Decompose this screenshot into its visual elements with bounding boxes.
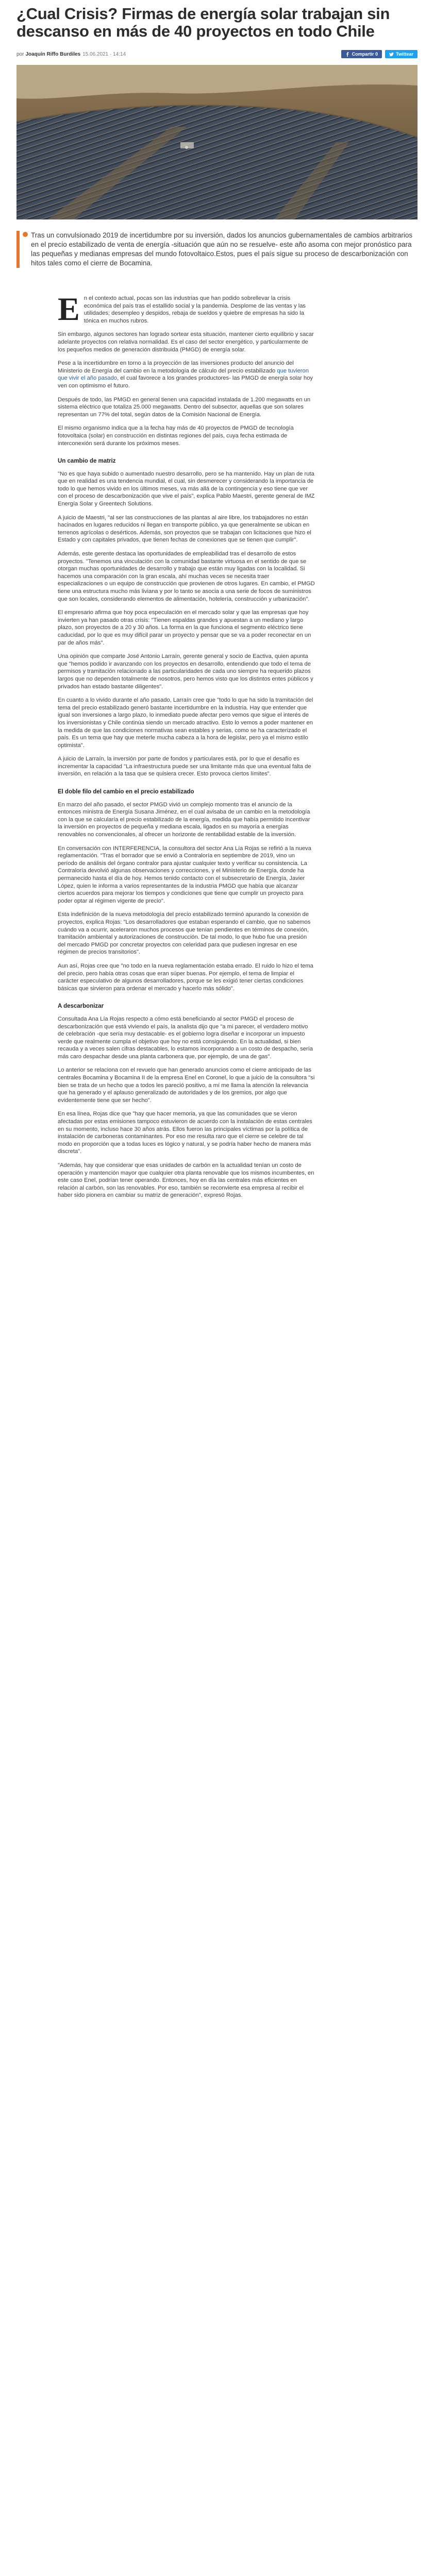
paragraph-16: Aun así, Rojas cree que "no todo en la nueva reglamentación estaba errado. El ruido lo hizo el tema del precio, pero había otras cosas que eran súper buenas. Por ejemplo, el tema de limpiar el carácter especulativo de algunos desarrolladores, porque se les exigió tener ciertas condiciones básicas que sirvieron para ordenar el mercado y hacerlo más sólido". — [58, 962, 313, 992]
facebook-share-label: Compartir 0 — [352, 52, 378, 57]
solar-farm-photo — [16, 65, 418, 219]
paragraph-18: Lo anterior se relaciona con el revuelo que han generado anuncios como el cierre anticipado de las centrales Bocamina y Bocamina II de la empresa Enel en Coronel, lo que a juicio de la consultora "si bien se trata de un hecho que a todos les pareció positivo, a mí me llama la atención la relevancia que ha generado y el aplauso generalizado de autoridades y de los gremios, por algo que evidentemente tiene que ser hecho". — [58, 1067, 315, 1104]
drop-cap: E — [58, 291, 80, 327]
twitter-share-button[interactable] — [385, 50, 418, 58]
paragraph-1: En el contexto actual, pocas son las industrias que han podido sobrellevar la crisis económica del país tras el estallido social y la pandemia. Desplome de las ventas y las utilidades; desempleo y despidos, rebaja de sueldos y quiebre de empresas ha sido la tónica en muchos rubros. — [58, 291, 306, 327]
lede-text: Tras un convulsionado 2019 de incertidumbre por su inversión, dados los anuncios gubernamentales de cambios arbitrarios en el precio estabilizado de venta de energía -situación que aún no se resuelve- este año asoma con mejor pronóstico para las pequeñas y medianas empresas del mundo fotovoltaico.Estos, pues el país sigue su proceso de descarbonización con hitos tales como el cierre de Bocamina. — [31, 231, 413, 267]
twitter-share-label: Twittear — [396, 52, 413, 57]
article-body — [58, 291, 315, 1199]
paragraph-9: El empresario afirma que hoy poca especulación en el mercado solar y que las empresas que hoy invierten ya han pasado otras crisis: "Tienen espaldas grandes y apuestan a un mediano y largo plazo, son proyectos de a 20 y 30 años. La forma en la que funciona el segmento eléctrico tiene caducidad, por lo que es muy difícil parar un proyecto y pensar que se va a poder reconectar en un par de años más". — [58, 609, 311, 646]
paragraph-4: Después de todo, las PMGD en general tienen una capacidad instalada de 1.200 megawatts en un sistema eléctrico que totaliza 25.000 megawatts. Dentro del subsector, aquellas que son solares representan un 77% del total, según datos de la Comisión Nacional de Energía. — [58, 396, 311, 418]
paragraph-20: "Además, hay que considerar que esas unidades de carbón en la actualidad tenían un costo de operación y mantención mayor que cualquier otra planta renovable que los mismos incumbentes, en este caso Enel, podrían tener operando. Entonces, hoy en día las centrales más eficientes en relación al carbón, son las renovables. Por eso, también se reconvierte esa empresa al recibir el haber sido pionera en cambiar su matriz de generación", expresó Rojas. — [58, 1162, 314, 1199]
author-link[interactable]: Joaquín Riffo Burdiles — [25, 51, 81, 57]
article-lede — [16, 231, 418, 268]
paragraph-3: Pese a la incertidumbre en torno a la proyección de las inversiones producto del anuncio del Ministerio de Energía del cambio en la metodología de cálculo del precio estabilizado que tuvieron que vivir el año pasado, el cual favorece a los grandes productores- las PMGD de energía solar hoy ven con optimismo el futuro. — [58, 360, 313, 389]
byline — [16, 48, 418, 60]
paragraph-13: En marzo del año pasado, el sector PMGD vivió un complejo momento tras el anuncio de la entonces ministra de Energía Susana Jiménez, en el cual avisaba de un cambio en la metodología con la que se calcularía el precio estabilizado de la energía, medida que había permitido incentivar la inversión en proyectos de pequeña y mediana escala, ligados en su mayoría a energías renovables no convencionales, al ofrecer un horizonte de rentabilidad estable de la inversión. — [58, 801, 310, 838]
paragraph-6: "No es que haya subido o aumentado nuestro desarrollo, pero se ha mantenido. Hay un plan de ruta que en realidad es una tendencia mundial, el cual, sin desmerecer y considerando la importancia de todo lo que hemos vivido en los últimos meses, va más allá de la contingencia y eso tiene que ver con el proceso de descarbonización que vive el país", explica Pablo Maestri, gerente general de IMZ Energía Solar y Greentech Solutions. — [58, 470, 315, 507]
paragraph-17: Consultada Ana Lía Rojas respecto a cómo está beneficiando al sector PMGD el proceso de descarbonización que está viviendo el país, la analista dijo que "a mi parecer, el verdadero motivo de celebración -que sería muy destacable- es el gobierno logra diseñar e incorporar un impuesto verde que realmente cumpla el objetivo que hoy no está consiguiendo. En la actualidad, si bien recauda y a veces salen cifras destacables, lo estamos incorporando a un costo de despacho, sería más caro despachar desde una planta carbonera que, por ejemplo, de una de gas". — [58, 1015, 313, 1060]
paragraph-10: Una opinión que comparte José Antonio Larraín, gerente general y socio de Eactiva, quien apunta que "hemos podido ir avanzando con los proyectos en desarrollo, entendiendo que todo el tema de permisos y tramitación relacionado a las particularidades de cada uno siempre ha requerido plazos largos que no dependen totalmente de nosotros, pero hemos visto que los distintos entes públicos y privados han estado bastante diligentes". — [58, 653, 313, 690]
article-headline: ¿Cual Crisis? Firmas de energía solar trabajan sin descanso en más de 40 proyectos en todo Chile — [16, 5, 390, 40]
paragraph-15: Esta indefinición de la nueva metodología del precio estabilizado terminó apurando la conexión de proyectos, explica Rojas: "Los desarrolladores que estaban esperando el cambio, que no sabemos cuándo va a ocurrir, aceleraron muchos procesos que tenían pendientes en términos de conexión, tramitación ambiental y autorizaciones de construcción. De tal modo, lo que hubo fue una presión del mercado PMGD por concretar proyectos con celeridad para que pudiesen ingresar en ese régimen de precios transitorios". — [58, 911, 311, 956]
facebook-icon — [345, 52, 350, 57]
page — [0, 5, 434, 1199]
paragraph-2: Sin embargo, algunos sectores han logrado sortear esta situación, mantener cierto equilibrio y sacar adelante proyectos con relativa normalidad. Es el caso del sector energético, y particularmente de los pequeños medios de generación distribuida (PMGD) de energía solar. — [58, 331, 314, 353]
paragraph-19: En esa línea, Rojas dice que "hay que hacer memoria, ya que las comunidades que se vieron afectadas por estas emisiones tampoco estuvieron de acuerdo con la instalación de estas centrales en su momento, incluso hace 30 años atrás. Ellos fueron las principales víctimas por la política de instalación de carboneras contaminantes. Por eso me resulta raro que el cierre se celebre de tal modo en proporción que a todas luces es lógico y natural, y se podría haber hecho de manera más discreta". — [58, 1111, 312, 1155]
facebook-share-button[interactable] — [341, 50, 382, 58]
lede-bullet-icon — [23, 232, 28, 237]
twitter-icon — [389, 52, 394, 57]
hero-image — [16, 65, 418, 219]
paragraph-14: En conversación con INTERFERENCIA, la consultora del sector Ana Lía Rojas se refirió a la nueva reglamentación. "Tras el borrador que se envió a Contraloría en septiembre de 2019, vino un período de análisis del órgano contralor para ajustar cualquier texto y verificar su consistencia. La Contraloría devolvió algunas observaciones y correcciones, y el Ministerio de Energía, donde ha permanecido hasta el día de hoy. Hemos tenido contacto con el subsecretario de Energía, Javier López, quien le informa a varios representantes de la industria PMGD que había que alcanzar ciertos acuerdos para mejorar los tiempos y condiciones que tiene que cumplir un proyecto para poder optar al régimen vigente de precio". — [58, 845, 311, 904]
lede-accent-bar — [16, 231, 20, 268]
byline-prefix: por — [16, 51, 24, 57]
paragraph-7: A juicio de Maestri, "al ser las construcciones de las plantas al aire libre, los trabajadores no están hacinados en lugares reducidos ni llegan en transporte público, ya que generalmente se ubican en terrenos agrícolas o desérticos. Además, son proyectos que se trabajan con licitaciones que hizo el Estado y con capitales privados, que tienen fechas de conexiones que se tienen que cumplir". — [58, 514, 311, 544]
paragraph-8: Además, este gerente destaca las oportunidades de empleabilidad tras el desarrollo de estos proyectos. "Tenemos una vinculación con la comunidad bastante virtuosa en el sentido de que se otorgan muchas oportunidades de desarrollo y trabajo que están muy ligadas con la localidad. Si hacemos una comparación con la gran escala, ahí muchas veces se necesita traer especializaciones o un equipo de construcción que provienen de otros lugares. En cambio, el PMGD tiene una estructura mucho más liviana y por lo tanto se asocia a una serie de focos de suministros que son locales, considerando elementos de alimentación, hotelería, construcción y urbanización". — [58, 551, 315, 602]
subheading-cambio-de-matriz: Un cambio de matriz — [58, 458, 116, 465]
subheading-descarbonizar: A descarbonizar — [58, 1003, 104, 1010]
paragraph-5: El mismo organismo indica que a la fecha hay más de 40 proyectos de PMGD de tecnología fotovoltaica (solar) en construcción en distintas regiones del país, cuya fecha estimada de interconexión será durante los próximos meses. — [58, 425, 294, 447]
publish-date: 15.06.2021 · 14:14 — [82, 51, 126, 57]
paragraph-11: En cuanto a lo vivido durante el año pasado, Larraín cree que "todo lo que ha sido la tramitación del tema del precio estabilizado generó bastante incertidumbre en la industria. Hay que entender que igual son inversiones a largo plazo, lo inmediato puede afectar pero vemos que sigue el interés de los inversionistas y Chile continúa siendo un mercado atractivo. Esto lo vemos a poder mantener en la medida de que las condiciones normativas sean estables y serias, como se ha caracterizado el país. Es un tema que hay que meterle mucha cabeza a la hora de legislar, pero ya el mismo estilo optimista". — [58, 697, 313, 749]
subheading-doble-filo: El doble filo del cambio en el precio estabilizado — [58, 789, 194, 795]
paragraph-12: A juicio de Larraín, la inversión por parte de fondos y particulares está, por lo que el desafío es incrementar la capacidad "La infraestructura puede ser una limitante más que una eventual falta de inversión, en relación a la tasa que se quisiera crecer. Esto provoca ciertos límites". — [58, 756, 311, 777]
inline-link-precio-estabilizado[interactable]: que tuvieron que vivir el año pasado — [58, 367, 309, 382]
